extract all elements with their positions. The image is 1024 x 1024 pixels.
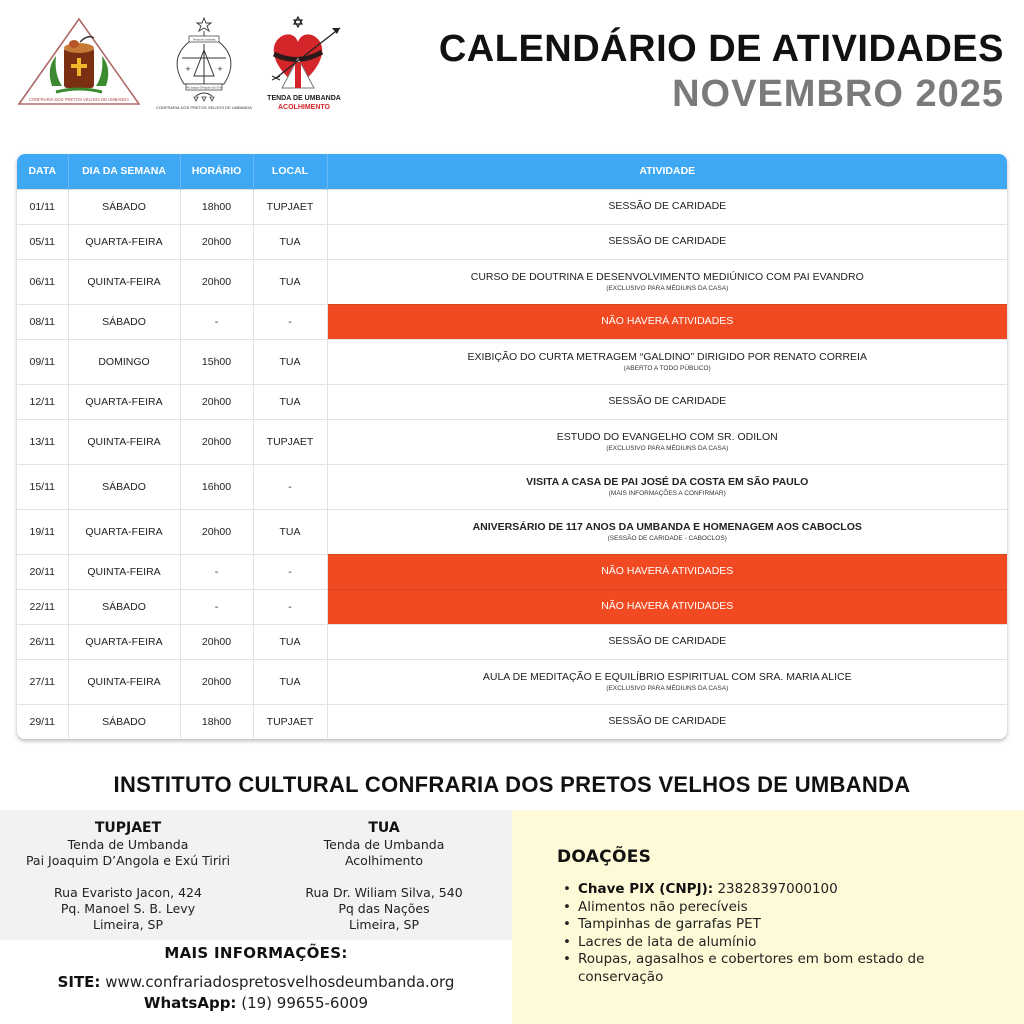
cell-local: -: [253, 554, 327, 589]
location-line2: Pai Joaquim D’Angola e Exú Tiriri: [25, 853, 231, 868]
cell-local: TUA: [253, 384, 327, 419]
svg-text:ACOLHIMENTO: ACOLHIMENTO: [278, 104, 330, 111]
cell-activity: [327, 624, 1007, 659]
cell-local: TUPJAET: [253, 189, 327, 224]
whatsapp-line: [0, 993, 512, 1014]
cell-time: 18h00: [180, 189, 253, 224]
donations-panel: [512, 810, 1024, 1024]
activity-title: SESSÃO DE CARIDADE: [608, 235, 727, 247]
cell-weekday: SÁBADO: [68, 704, 180, 739]
cell-time: 16h00: [180, 464, 253, 509]
tupjaet-logo: [144, 14, 264, 114]
location-tupjaet: [0, 820, 256, 933]
cell-activity: [327, 419, 1007, 464]
activity-title: AULA DE MEDITAÇÃO E EQUILÍBRIO ESPIRITUAL COM SRA. MARIA ALICE: [482, 670, 852, 683]
cell-time: 20h00: [180, 224, 253, 259]
cell-time: 20h00: [180, 419, 253, 464]
tua-heart-icon: [266, 14, 350, 114]
donations-title: DOAÇÕES: [557, 847, 652, 867]
column-header-local: LOCAL: [253, 154, 327, 189]
activity-note: (MAIS INFORMAÇÕES A CONFIRMAR): [608, 489, 726, 497]
location-street: Rua Evaristo Jacon, 424: [54, 885, 202, 900]
cell-date: 06/11: [17, 259, 68, 304]
table-row: [17, 704, 1007, 739]
cell-local: -: [253, 464, 327, 509]
cell-date: 01/11: [17, 189, 68, 224]
location-name: TUPJAET: [94, 820, 162, 836]
cell-time: 20h00: [180, 659, 253, 704]
location-line1: Tenda de Umbanda: [67, 837, 189, 852]
confraria-emblem-icon: [16, 16, 142, 110]
donation-item: • Alimentos não perecíveis: [562, 899, 992, 917]
activity-title: EXIBIÇÃO DO CURTA METRAGEM “GALDINO” DIRIGIDO POR RENATO CORREIA: [467, 350, 867, 363]
tua-logo: [266, 14, 350, 114]
site-label: SITE:: [57, 973, 101, 991]
cell-time: -: [180, 589, 253, 624]
cell-activity: [327, 224, 1007, 259]
svg-text:+: +: [217, 64, 223, 74]
table-row: [17, 464, 1007, 509]
table-row: [17, 224, 1007, 259]
cell-date: 19/11: [17, 509, 68, 554]
cell-local: TUA: [253, 339, 327, 384]
activity-note: (EXCLUSIVO PARA MÉDIUNS DA CASA): [606, 444, 729, 452]
cell-date: 27/11: [17, 659, 68, 704]
cell-weekday: SÁBADO: [68, 464, 180, 509]
cell-date: 09/11: [17, 339, 68, 384]
cell-weekday: SÁBADO: [68, 304, 180, 339]
table-row: [17, 589, 1007, 624]
activity-title: ANIVERSÁRIO DE 117 ANOS DA UMBANDA E HOMENAGEM AOS CABOCLOS: [472, 520, 862, 533]
cell-time: 20h00: [180, 384, 253, 419]
column-header-activity: ATIVIDADE: [327, 154, 1007, 189]
svg-text:Tenda de Umbanda: Tenda de Umbanda: [192, 38, 216, 42]
activities-table: [17, 154, 1007, 739]
cell-activity-cancelled: [327, 304, 1007, 339]
more-info-title: MAIS INFORMAÇÕES:: [164, 944, 348, 962]
cell-weekday: QUINTA-FEIRA: [68, 419, 180, 464]
activity-title: SESSÃO DE CARIDADE: [608, 395, 727, 407]
cell-weekday: QUINTA-FEIRA: [68, 554, 180, 589]
cell-activity: [327, 704, 1007, 739]
table-row: [17, 624, 1007, 659]
column-header-weekday: DIA DA SEMANA: [68, 154, 180, 189]
cell-activity: [327, 464, 1007, 509]
cell-time: -: [180, 554, 253, 589]
page-title: CALENDÁRIO DE ATIVIDADES: [438, 28, 1004, 70]
activity-title: ESTUDO DO EVANGELHO COM SR. ODILON: [556, 430, 778, 443]
table-header-row: [17, 154, 1007, 189]
cell-time: -: [180, 304, 253, 339]
activity-title: SESSÃO DE CARIDADE: [608, 200, 727, 212]
table-body: [17, 189, 1007, 739]
location-city: Limeira, SP: [349, 917, 419, 932]
activity-note: (ABERTO A TODO PÚBLICO): [623, 364, 711, 372]
donation-item: • Roupas, agasalhos e cobertores em bom estado de conservação: [562, 951, 992, 986]
cell-weekday: SÁBADO: [68, 589, 180, 624]
activity-title: VISITA A CASA DE PAI JOSÉ DA COSTA EM SÃO PAULO: [526, 475, 809, 488]
cell-local: TUPJAET: [253, 419, 327, 464]
more-info-panel: [0, 940, 512, 1024]
cell-local: TUA: [253, 509, 327, 554]
confraria-logo: [16, 16, 142, 110]
svg-text:CONFRARIA DOS PRETOS VELHOS DE: CONFRARIA DOS PRETOS VELHOS DE UMBANDA: [156, 105, 252, 110]
cell-weekday: QUARTA-FEIRA: [68, 624, 180, 659]
cell-weekday: QUARTA-FEIRA: [68, 224, 180, 259]
title-block: [439, 26, 1004, 116]
svg-text:Pai Joaquim D'Angola e Exú Tir: Pai Joaquim D'Angola e Exú Tiriri: [186, 86, 222, 90]
table-row: [17, 304, 1007, 339]
location-name: TUA: [368, 820, 400, 836]
cell-date: 26/11: [17, 624, 68, 659]
activity-note: (EXCLUSIVO PARA MÉDIUNS DA CASA): [606, 284, 729, 292]
cell-date: 15/11: [17, 464, 68, 509]
cell-date: 13/11: [17, 419, 68, 464]
table-row: [17, 509, 1007, 554]
activity-title: NÃO HAVERÁ ATIVIDADES: [601, 565, 734, 577]
svg-text:TENDA DE UMBANDA: TENDA DE UMBANDA: [267, 95, 341, 102]
cell-local: TUA: [253, 624, 327, 659]
cell-local: TUA: [253, 659, 327, 704]
cell-weekday: QUINTA-FEIRA: [68, 259, 180, 304]
addresses-panel: [0, 810, 512, 940]
table-row: [17, 659, 1007, 704]
location-street: Rua Dr. Wiliam Silva, 540: [305, 885, 463, 900]
column-header-time: HORÁRIO: [180, 154, 253, 189]
cell-date: 20/11: [17, 554, 68, 589]
site-line: [0, 972, 512, 993]
cell-activity: [327, 339, 1007, 384]
cell-time: 20h00: [180, 509, 253, 554]
activity-note: (SESSÃO DE CARIDADE - CABOCLOS): [607, 534, 727, 542]
cell-activity: [327, 509, 1007, 554]
table-row: [17, 189, 1007, 224]
location-line1: Tenda de Umbanda: [323, 837, 445, 852]
cell-activity-cancelled: [327, 554, 1007, 589]
table-row: [17, 419, 1007, 464]
location-line2: Acolhimento: [344, 853, 424, 868]
donation-item: • Tampinhas de garrafas PET: [562, 916, 992, 934]
svg-text:CONFRARIA DOS PRETOS VELHOS DE: CONFRARIA DOS PRETOS VELHOS DE UMBANDA: [28, 97, 130, 102]
activity-title: SESSÃO DE CARIDADE: [608, 715, 727, 728]
cell-weekday: SÁBADO: [68, 189, 180, 224]
cell-activity: [327, 384, 1007, 419]
page-subtitle: NOVEMBRO 2025: [672, 73, 1004, 115]
whatsapp-label: WhatsApp:: [143, 994, 237, 1012]
cell-activity: [327, 259, 1007, 304]
table-row: [17, 384, 1007, 419]
cell-activity-cancelled: [327, 589, 1007, 624]
pix-label: Chave PIX (CNPJ):: [578, 881, 714, 897]
cell-weekday: QUARTA-FEIRA: [68, 509, 180, 554]
location-city: Limeira, SP: [93, 917, 163, 932]
cell-activity: [327, 659, 1007, 704]
donation-item-pix: [562, 881, 992, 899]
cell-local: -: [253, 589, 327, 624]
cell-time: 20h00: [180, 624, 253, 659]
cell-weekday: DOMINGO: [68, 339, 180, 384]
cell-weekday: QUARTA-FEIRA: [68, 384, 180, 419]
cell-time: 15h00: [180, 339, 253, 384]
cell-time: 20h00: [180, 259, 253, 304]
institute-name: INSTITUTO CULTURAL CONFRARIA DOS PRETOS VELHOS DE UMBANDA: [113, 772, 911, 797]
table-row: [17, 339, 1007, 384]
activity-title: SESSÃO DE CARIDADE: [608, 635, 727, 647]
activity-note: (EXCLUSIVO PARA MÉDIUNS DA CASA): [606, 684, 729, 692]
svg-text:+: +: [185, 64, 191, 74]
column-header-date: DATA: [17, 154, 68, 189]
cell-weekday: QUINTA-FEIRA: [68, 659, 180, 704]
cell-time: 18h00: [180, 704, 253, 739]
site-link[interactable]: www.confrariadospretosvelhosdeumbanda.org: [105, 973, 455, 991]
cell-date: 22/11: [17, 589, 68, 624]
cell-activity: [327, 189, 1007, 224]
location-district: Pq. Manoel S. B. Levy: [60, 901, 196, 916]
activity-title: CURSO DE DOUTRINA E DESENVOLVIMENTO MEDIÚNICO COM PAI EVANDRO: [470, 270, 864, 283]
location-district: Pq das Nações: [338, 901, 430, 916]
tupjaet-emblem-icon: [144, 14, 264, 114]
cell-local: TUPJAET: [253, 704, 327, 739]
pix-value: 23828397000100: [717, 881, 838, 897]
donations-list: [562, 881, 992, 986]
cell-local: -: [253, 304, 327, 339]
logos-group: [14, 14, 354, 114]
activity-title: NÃO HAVERÁ ATIVIDADES: [601, 600, 734, 612]
activity-title: NÃO HAVERÁ ATIVIDADES: [601, 315, 734, 327]
cell-local: TUA: [253, 224, 327, 259]
table-row: [17, 554, 1007, 589]
cell-local: TUA: [253, 259, 327, 304]
cell-date: 29/11: [17, 704, 68, 739]
donation-item: • Lacres de lata de alumínio: [562, 934, 992, 952]
table-row: [17, 259, 1007, 304]
cell-date: 08/11: [17, 304, 68, 339]
cell-date: 12/11: [17, 384, 68, 419]
location-tua: [256, 820, 512, 933]
whatsapp-number[interactable]: (19) 99655-6009: [241, 994, 369, 1012]
cell-date: 05/11: [17, 224, 68, 259]
